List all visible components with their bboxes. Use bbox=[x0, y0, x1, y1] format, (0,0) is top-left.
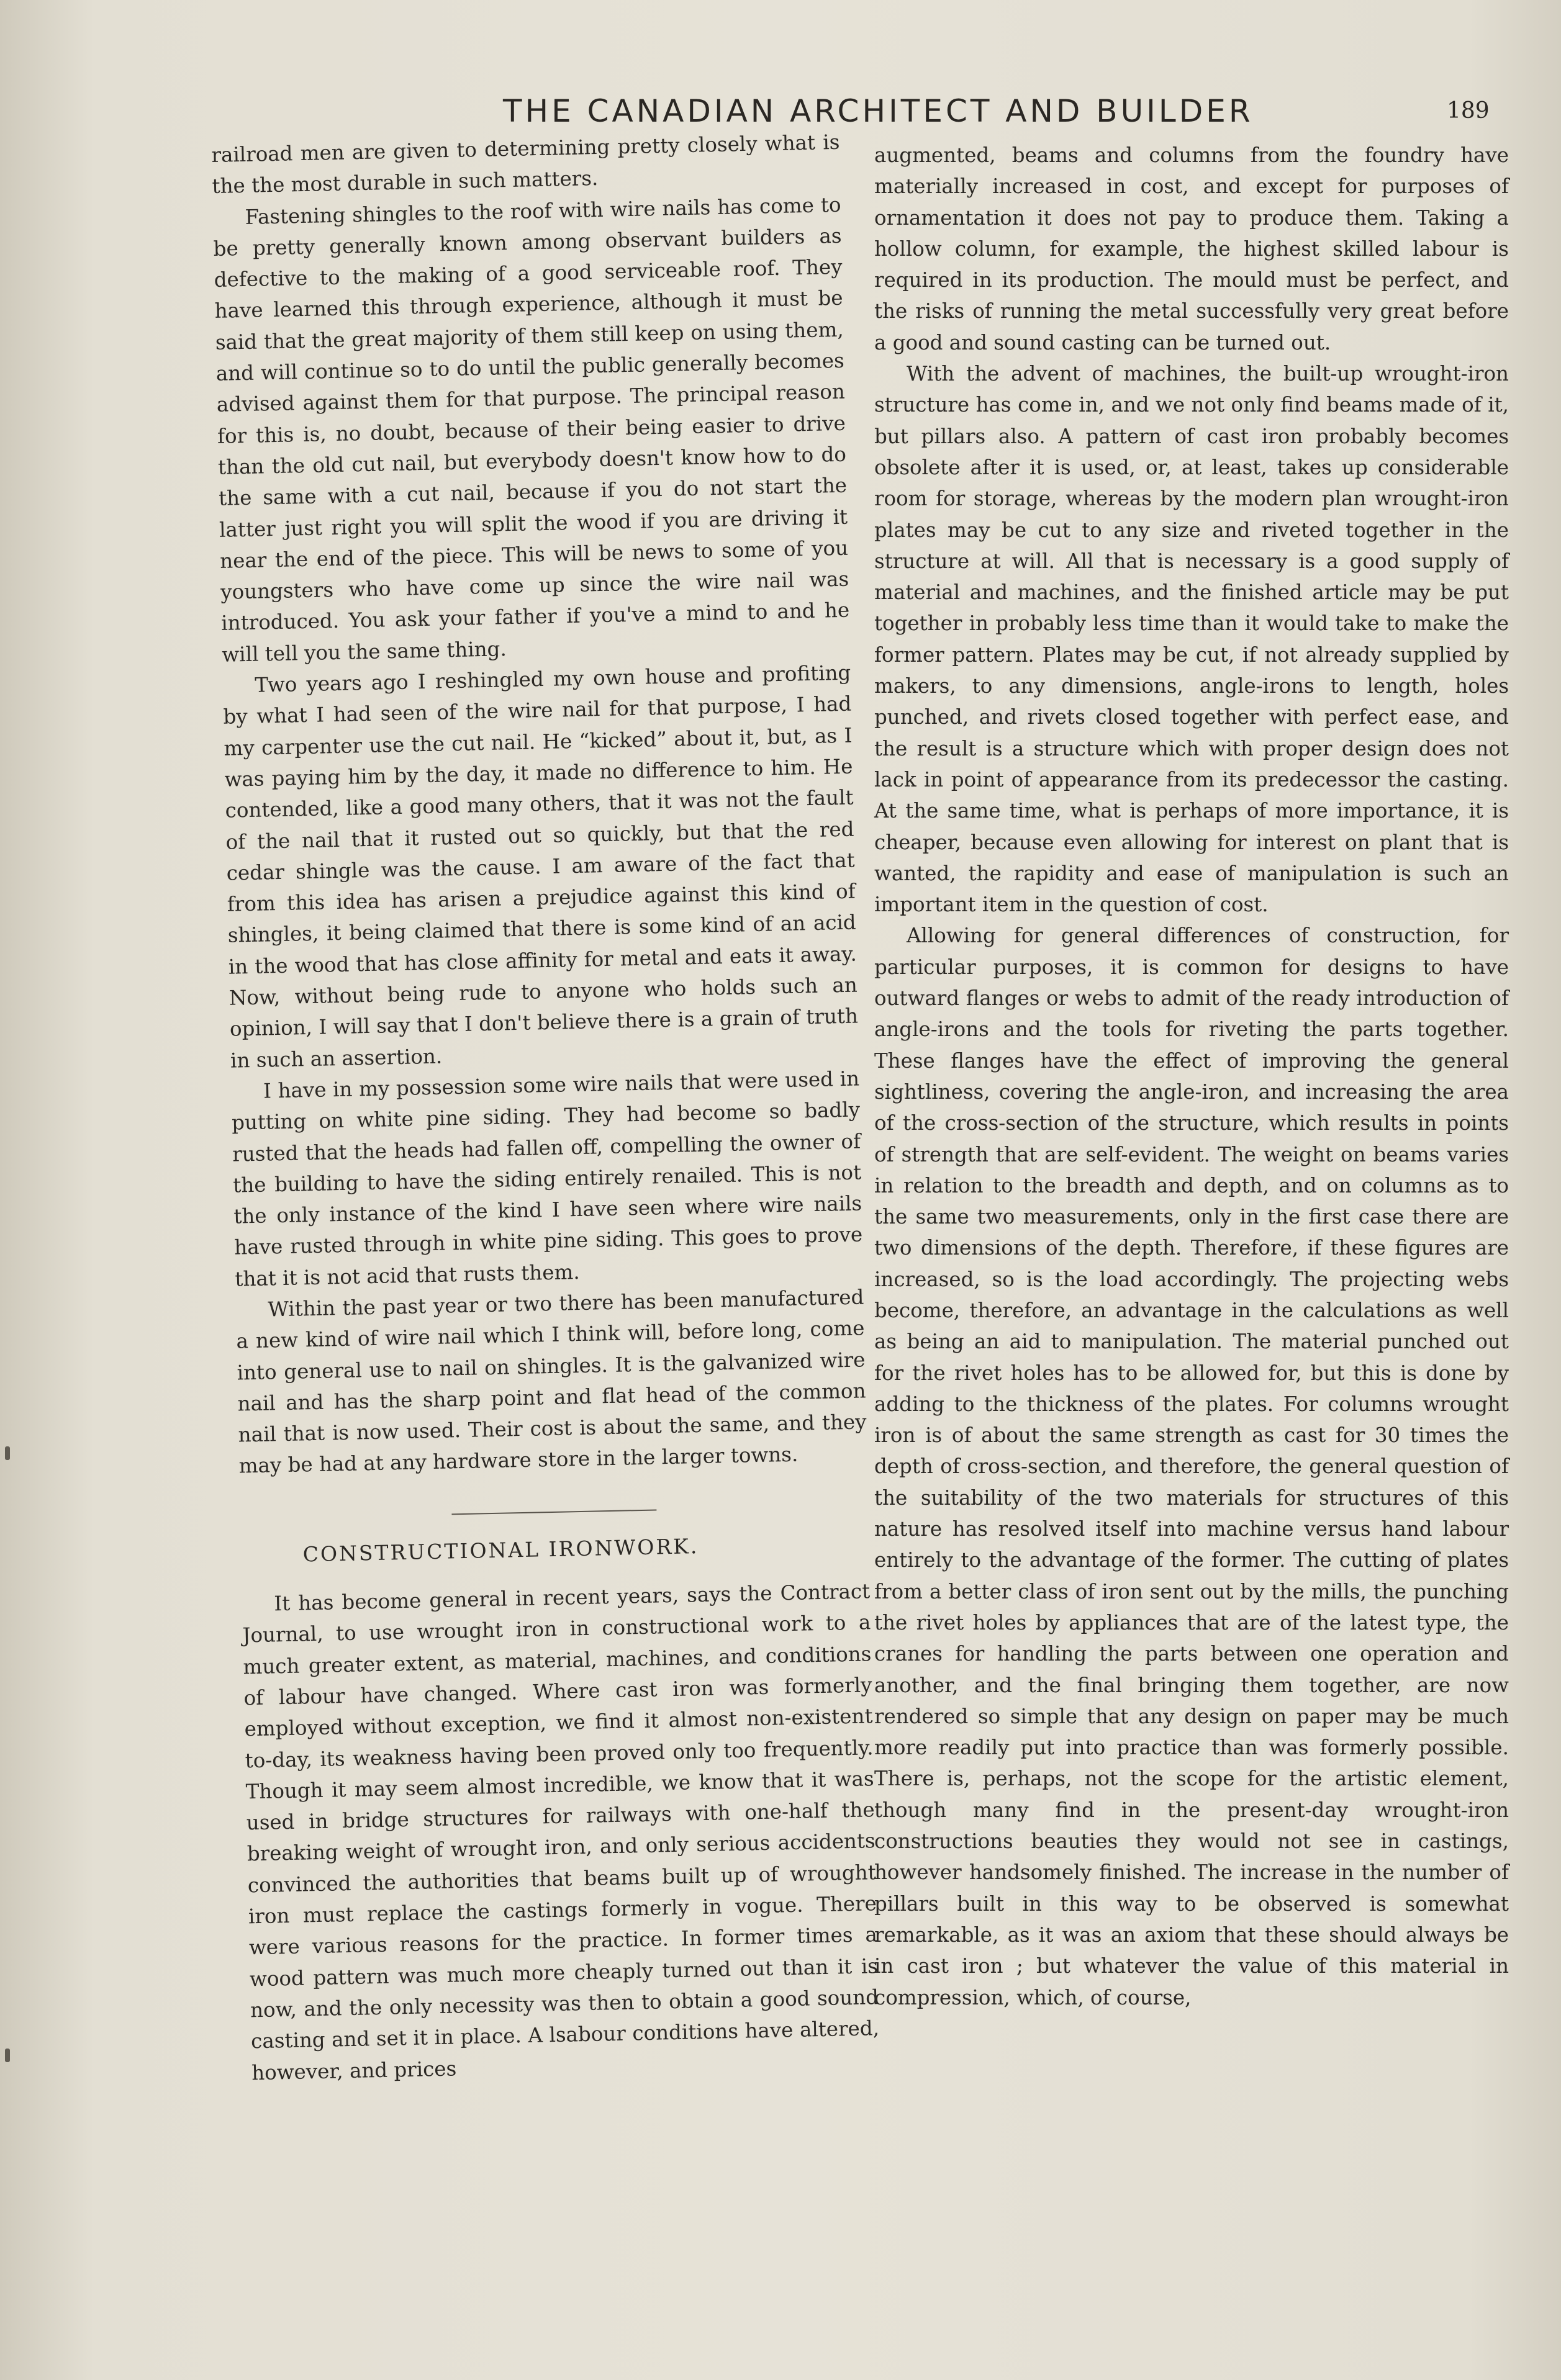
running-title: THE CANADIAN ARCHITECT AND BUILDER bbox=[503, 93, 1254, 129]
paragraph: Two years ago I reshingled my own house and profiting by what I had seen of the wire nail for that purpose, I had my carpenter use the cut nail. He “kicked” about it, but, as I was paying him by the day, it made no difference to him. He contended, like a good many others, that it was not the fault of the nail that it rusted out so quickly, but that the red cedar shingle was the cause. I am aware of the fact that from this idea has arisen a prejudice against this kind of shingles, it being claimed that there is some kind of an acid in the wood that has close affinity for metal and eats it away. Now, without being rude to anyone who holds such an opinion, I will say that I don't believe there is a grain of truth in such an assertion. bbox=[223, 660, 859, 1073]
page-number: 189 bbox=[1447, 98, 1490, 124]
paragraph: I have in my possession some wire nails that were used in putting on white pine siding. They had become so badly rusted that the heads had fallen off, compelling the owner of the building to have the siding entirely renailed. This is not the only instance of the kind I have seen where wire nails have rusted through in white pine siding. This goes to prove that it is not acid that rusts them. bbox=[231, 1066, 863, 1291]
page-header bbox=[211, 93, 1515, 137]
left-column bbox=[211, 127, 880, 2088]
margin-ink-mark bbox=[5, 1446, 10, 1460]
section-divider bbox=[451, 1509, 656, 1515]
paragraph: Within the past year or two there has been manufactured a new kind of wire nail which I think will, before long, come into general use to nail on shingles. It is the galvanized wire nail and has the sharp point and flat head of the common nail that is now used. Their cost is about the same, and they may be had at any hardware store in the larger towns. bbox=[236, 1285, 867, 1478]
paragraph: Allowing for general differences of construction, for particular purposes, it is common for designs to have outward flanges or webs to admit of the ready introduction of angle-irons and the tools for riveting the parts together. These flanges have the effect of improving the general sightliness, covering the angle-iron, and increasing the area of the cross-section of the structure, which results in points of strength that are self-evident. The weight on beams varies in relation to the breadth and depth, and on columns as to the same two measurements, only in the first case there are two dimensions of the depth. Therefore, if these figures are increased, so is the load accordingly. The projecting webs become, therefore, an advantage in the calculations as well as being an aid to manipulation. The material punched out for the rivet holes has to be allowed for, but this is done by adding to the thickness of the plates. For columns wrought iron is of about the same strength as cast for 30 times the depth of cross-section, and therefore, the general question of the suitability of the two materials for structures of this nature has resolved itself into machine versus hand labour entirely to the advantage of the former. The cutting of plates from a better class of iron sent out by the mills, the punching the rivet holes by appliances that are of the latest type, the cranes for handling the parts between one operation and another, and the final bringing them together, are now rendered so simple that any design on paper may be much more readily put into practice than was formerly possible. There is, perhaps, not the scope for the artistic element, though many find in the present-day wrought-iron constructions beauties they would not see in castings, however handsomely finished. The increase in the number of pillars built in this way to be observed is somewhat remarkable, as it was an axiom that these should always be in cast iron ; but whatever the value of this material in compression, which, of course, bbox=[874, 924, 1509, 2009]
paragraph: augmented, beams and columns from the foundry have materially increased in cost, and except for purposes of ornamentation it does not pay to produce them. Taking a hollow column, for example, the highest skilled labour is required in its production. The mould must be perfect, and the risks of running the metal successfully very great before a good and sound casting can be turned out. bbox=[874, 143, 1509, 354]
right-column bbox=[874, 140, 1509, 2013]
paragraph: With the advent of machines, the built-up wrought-iron structure has come in, and we not only find beams made of it, but pillars also. A pattern of cast iron probably becomes obsolete after it is used, or, at least, takes up considerable room for storage, whereas by the modern plan wrought-iron plates may be cut to any size and riveted together in the structure at will. All that is necessary is a good supply of material and machines, and the finished article may be put together in probably less time than it would take to make the former pattern. Plates may be cut, if not already supplied by makers, to any dimensions, angle-irons to length, holes punched, and rivets closed together with perfect ease, and the result is a structure which with proper design does not lack in point of appearance from its predecessor the casting. At the same time, what is perhaps of more importance, it is cheaper, because even allowing for interest on plant that is wanted, the rapidity and ease of manipulation is such an important item in the question of cost. bbox=[874, 362, 1509, 917]
article-heading: CONSTRUCTIONAL IRONWORK. bbox=[302, 1533, 699, 1567]
paragraph: railroad men are given to determining pretty closely what is the the most durable in such matters. bbox=[211, 130, 840, 199]
paragraph: Fastening shingles to the roof with wire nails has come to be pretty generally known among observant builders as defective to the making of a good serviceable roof. They have learned this through experience, although it must be said that the great majority of them still keep on using them, and will continue so to do until the public generally becomes advised against them for that purpose. The principal reason for this is, no doubt, because of their being easier to drive than the old cut nail, but everybody doesn't know how to do the same with a cut nail, because if you do not start the latter just right you will split the wood if you are driving it near the end of the piece. This will be news to some of you youngsters who have come up since the wire nail was introduced. You ask your father if you've a mind to and he will tell you the same thing. bbox=[213, 192, 850, 667]
paragraph: It has become general in recent years, says the Contract Journal, to use wrought iron in constructional work to a much greater extent, as material, machines, and conditions of labour have changed. Where cast iron was formerly employed without exception, we find it almost non-existent to-day, its weakness having been proved only too frequently. Though it may seem almost incredible, we know that it was used in bridge structures for railways with one-half the breaking weight of wrought iron, and only serious accidents convinced the authorities that beams built up of wrought iron must replace the castings formerly in vogue. There were various reasons for the practice. In former times a wood pattern was much more cheaply turned out than it is now, and the only necessity was then to obtain a good sound casting and set it in place. A lsabour conditions have altered, however, and prices bbox=[242, 1579, 880, 2085]
margin-ink-mark bbox=[5, 2049, 10, 2062]
